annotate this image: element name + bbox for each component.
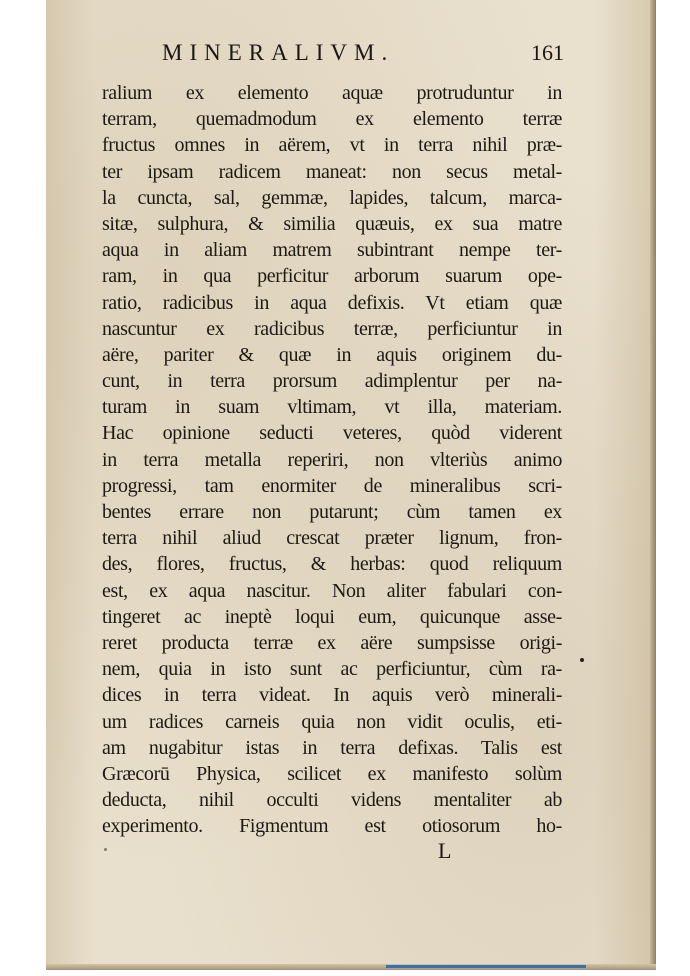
text-line: nascuntur ex radicibus terræ, perficiuntur in bbox=[102, 317, 562, 340]
text-line: cunt, in terra prorsum adimplentur per na- bbox=[102, 370, 562, 393]
text-line: terra nihil aliud crescat præter lignum, fron- bbox=[102, 527, 562, 550]
page-edge-right bbox=[650, 0, 656, 970]
text-line: fructus omnes in aërem, vt in terra nihil præ- bbox=[102, 134, 562, 157]
book-page bbox=[46, 0, 656, 970]
page-header bbox=[122, 40, 562, 70]
text-line: la cuncta, sal, gemmæ, lapides, talcum, marca- bbox=[102, 186, 562, 209]
text-line: bentes errare non putarunt; cùm tamen ex bbox=[102, 501, 562, 523]
text-line: tingeret ac ineptè loqui eum, quicunque asse- bbox=[102, 605, 562, 628]
text-line: terram, quemadmodum ex elemento terræ bbox=[102, 108, 562, 131]
text-line: ter ipsam radicem maneat: non secus metal- bbox=[102, 160, 562, 183]
text-line: turam in suam vltimam, vt illa, materiam. bbox=[102, 396, 562, 419]
text-line: progressi, tam enormiter de mineralibus scri- bbox=[102, 474, 562, 497]
text-line: am nugabitur istas in terra defixas. Talis est bbox=[102, 736, 562, 759]
text-line: um radices carneis quia non vidit oculis, eti- bbox=[102, 710, 562, 733]
text-line: ralium ex elemento aquæ protruduntur in bbox=[102, 82, 562, 104]
text-line: aqua in aliam matrem subintrant nempe ter- bbox=[102, 239, 562, 262]
scan-color-bar bbox=[386, 965, 586, 968]
text-line: ram, in qua perficitur arborum suarum ope- bbox=[102, 265, 562, 288]
text-line: dices in terra videat. In aquis verò minerali- bbox=[102, 684, 562, 707]
text-line: est, ex aqua nascitur. Non aliter fabulari con- bbox=[102, 579, 562, 602]
running-head: MINERALIVM. bbox=[162, 40, 395, 65]
text-line: Græcorū Physica, scilicet ex manifesto solùm bbox=[102, 762, 562, 785]
text-line: Hac opinione seducti veteres, quòd viderent bbox=[102, 422, 562, 445]
text-line: reret producta terræ ex aëre sumpsisse origi- bbox=[102, 631, 562, 654]
signature-mark: L bbox=[438, 838, 452, 863]
text-line: in terra metalla reperiri, non vlteriùs animo bbox=[102, 448, 562, 471]
page-number: 161 bbox=[531, 40, 564, 65]
text-line: nem, quia in isto sunt ac perficiuntur, cùm ra- bbox=[102, 658, 562, 681]
text-line: deducta, nihil occulti videns mentaliter ab bbox=[102, 789, 562, 812]
text-line: des, flores, fructus, & herbas: quod reliquum bbox=[102, 553, 562, 576]
text-line: experimento. Figmentum est otiosorum ho- bbox=[102, 815, 562, 838]
text-line: aëre, pariter & quæ in aquis originem du- bbox=[102, 343, 562, 366]
ink-speck bbox=[580, 658, 584, 662]
body-text bbox=[102, 80, 562, 839]
text-line: sitæ, sulphura, & similia quæuis, ex sua matre bbox=[102, 212, 562, 235]
ink-speck bbox=[104, 848, 107, 851]
text-line: ratio, radicibus in aqua defixis. Vt etiam quæ bbox=[102, 291, 562, 314]
